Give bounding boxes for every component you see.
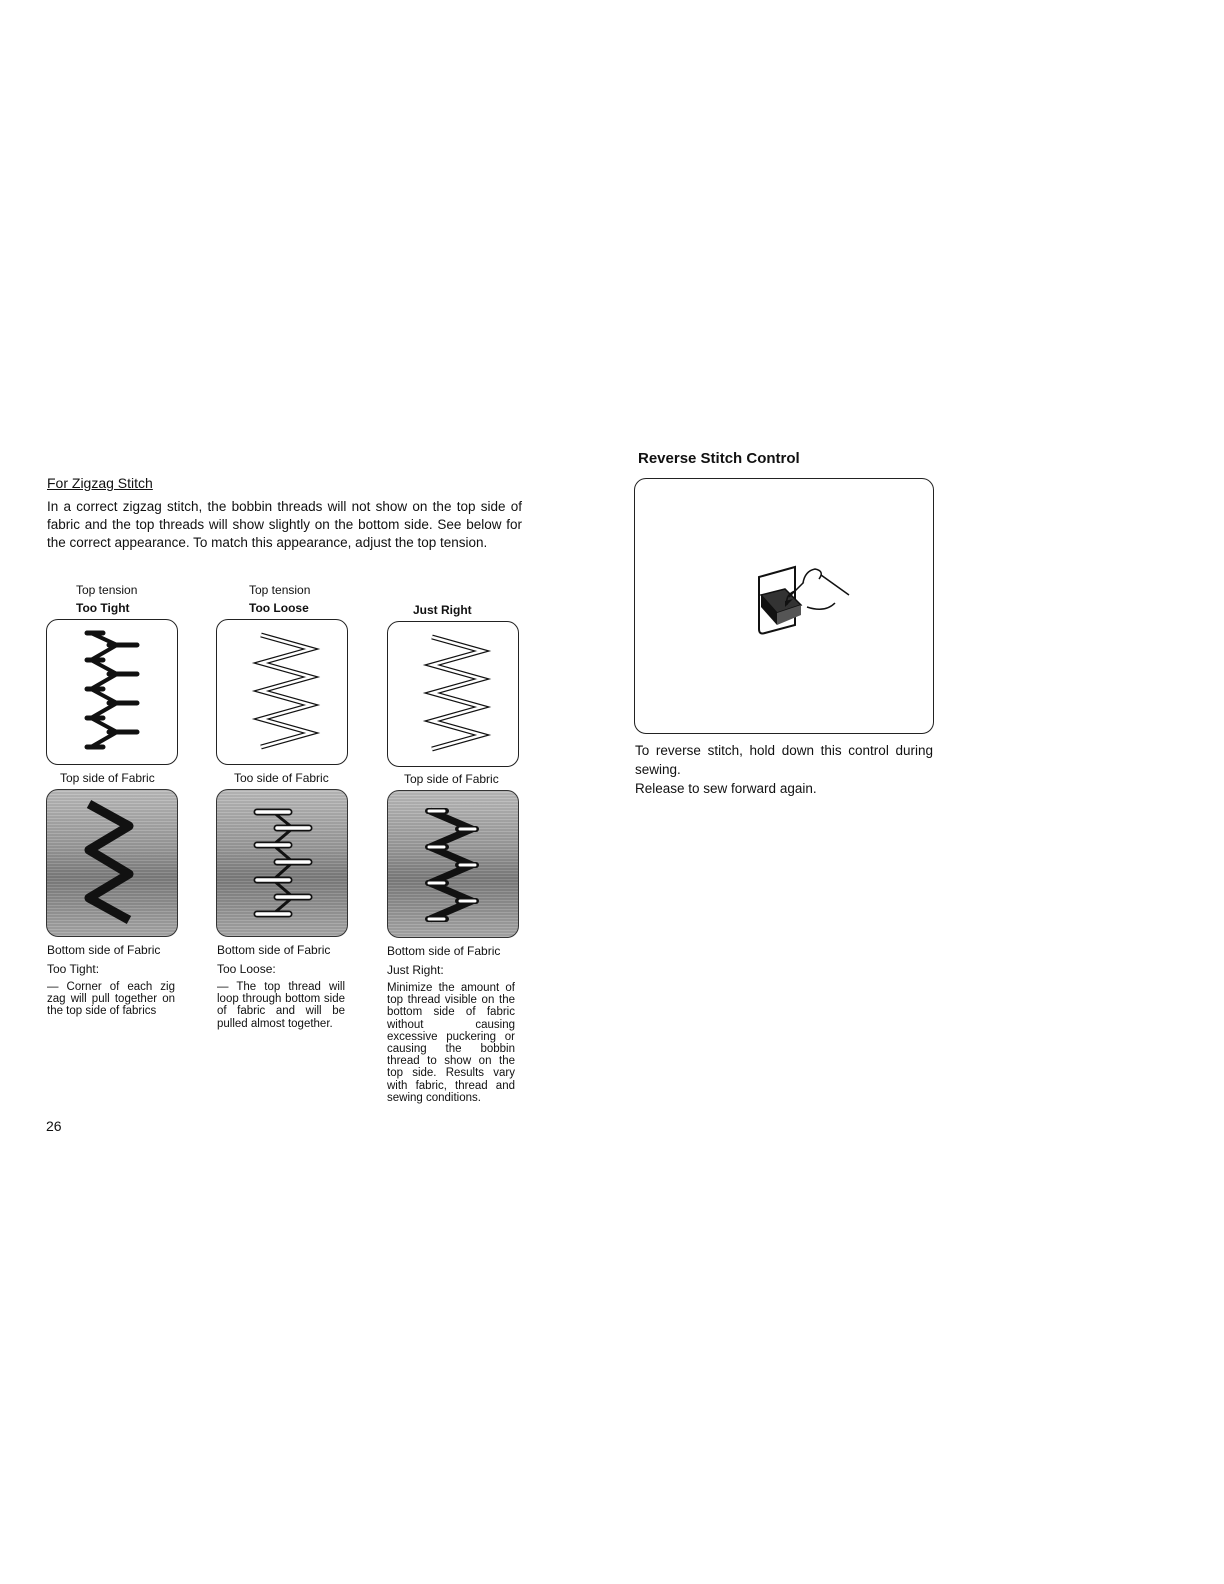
column-1-top-caption: Top side of Fabric [60,771,155,785]
top-side-diagram-too-tight [46,619,178,765]
section-title: For Zigzag Stitch [47,475,153,491]
top-side-diagram-just-right [387,621,519,767]
zigzag-just-right-illustration [388,622,517,765]
column-2-result-label: Too Loose: [217,962,276,976]
reverse-lever-icon [635,479,932,732]
column-1-label-bold: Too Tight [76,601,130,615]
top-side-diagram-too-loose [216,619,348,765]
column-3-result-label: Just Right: [387,963,444,977]
column-2-bottom-caption: Bottom side of Fabric [217,943,331,957]
column-1-description: — Corner of each zig zag will pull together on the top side of fabrics [47,981,175,1018]
intro-paragraph: In a correct zigzag stitch, the bobbin threads will not show on the top side of fabric and the top threads will show slightly on the bottom side. See below for the correct appearance. To match this appearance, adjust the top tension. [47,499,522,550]
column-2-description: — The top thread will loop through bottom side of fabric and will be pulled almost together. [217,981,345,1030]
reverse-stitch-title: Reverse Stitch Control [638,450,800,467]
column-3-description: Minimize the amount of top thread visible on the bottom side of fabric without causing excessive puckering or causing the bobbin thread to show on the top side. Results vary with fabric, thread and sewing conditions. [387,982,515,1104]
column-1-result-label: Too Tight: [47,962,100,976]
release-instruction: Release to sew forward again. [635,781,817,796]
column-2-label-top: Top tension [249,583,311,597]
column-3-label-bold: Just Right [413,603,472,617]
page-number: 26 [46,1118,62,1134]
zigzag-too-loose-illustration [217,620,346,763]
column-3-top-caption: Top side of Fabric [404,772,499,786]
reverse-instruction: To reverse stitch, hold down this control during sewing. [635,743,933,777]
column-2-label-bold: Too Loose [249,601,309,615]
zigzag-too-tight-illustration [47,620,176,763]
bottom-side-photo-just-right [387,790,519,938]
column-3-bottom-caption: Bottom side of Fabric [387,944,501,958]
column-1-label-top: Top tension [76,583,138,597]
bottom-side-photo-too-tight [46,789,178,937]
reverse-stitch-illustration [634,478,934,734]
column-1-bottom-caption: Bottom side of Fabric [47,943,161,957]
bottom-side-photo-too-loose [216,789,348,937]
column-2-top-caption: Too side of Fabric [234,771,329,785]
